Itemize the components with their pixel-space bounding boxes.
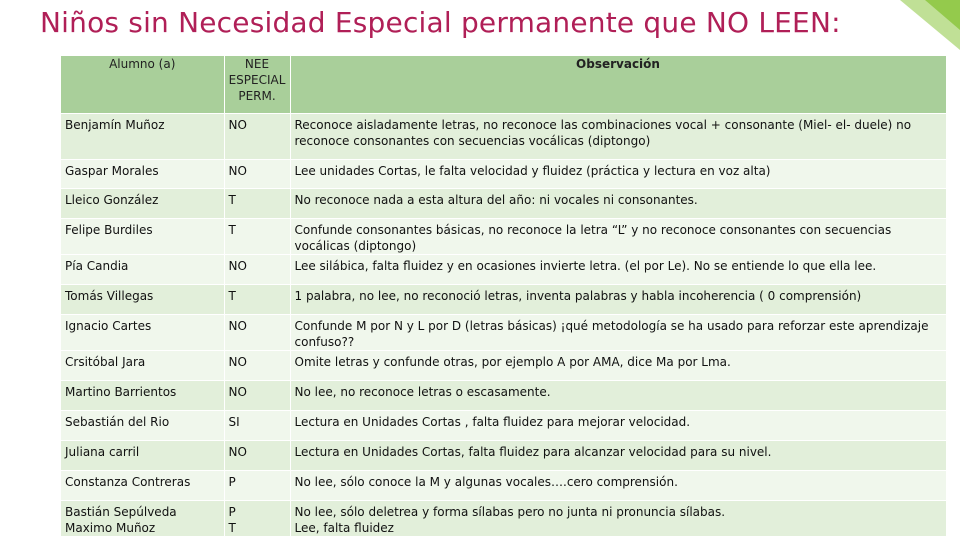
nee-value: T [224,218,290,254]
table-row [61,113,946,159]
table-row [61,159,946,188]
observation: Reconoce aisladamente letras, no reconoce las combinaciones vocal + consonante (Miel- el- duele) no reconoce consonantes con secuencias vocálicas (diptongo) [290,113,946,159]
nee-value: T [224,284,290,314]
students-table [61,56,947,537]
table-row [61,284,946,314]
student-name: Felipe Burdiles [61,218,224,254]
header-observacion: Observación [290,56,946,113]
nee-value: NO [224,440,290,470]
observation: Lee unidades Cortas, le falta velocidad y fluidez (práctica y lectura en voz alta) [290,159,946,188]
student-name: Martino Barrientos [61,380,224,410]
table-row [61,314,946,350]
table-row [61,188,946,218]
student-name-cell [61,500,224,536]
observation: No lee, sólo conoce la M y algunas vocales….cero comprensión. [290,470,946,500]
observation-cell [290,500,946,536]
student-name: Gaspar Morales [61,159,224,188]
observation: Lectura en Unidades Cortas , falta fluidez para mejorar velocidad. [290,410,946,440]
student-name: Ignacio Cartes [61,314,224,350]
student-name: Tomás Villegas [61,284,224,314]
student-name: Lleico González [61,188,224,218]
observation: 1 palabra, no lee, no reconoció letras, inventa palabras y habla incoherencia ( 0 comprensión) [290,284,946,314]
nee-value-cell [224,500,290,536]
header-nee-line-3: PERM. [238,89,276,103]
nee-value: NO [224,159,290,188]
observation: No lee, sólo deletrea y forma sílabas pero no junta ni pronuncia sílabas. [294,504,726,519]
observation: No reconoce nada a esta altura del año: ni vocales ni consonantes. [290,188,946,218]
nee-value: T [228,520,236,535]
student-name: Pía Candia [61,254,224,284]
nee-value: P [228,504,236,519]
page-title: Niños sin Necesidad Especial permanente que NO LEEN: [40,6,841,39]
observation: Lee silábica, falta fluidez y en ocasiones invierte letra. (el por Le). No se entiende lo que ella lee. [290,254,946,284]
student-name: Constanza Contreras [61,470,224,500]
table-row [61,440,946,470]
table-row [61,350,946,380]
header-nee-line-2: ESPECIAL [228,73,286,87]
header-nee-line-1: NEE [244,57,270,71]
observation: Lee, falta fluidez [294,520,394,535]
nee-value: NO [224,380,290,410]
table-row [61,500,946,536]
observation: Confunde M por N y L por D (letras básicas) ¡qué metodología se ha usado para reforzar este aprendizaje confuso?? [290,314,946,350]
corner-decoration [880,0,960,56]
table-row [61,254,946,284]
observation: Confunde consonantes básicas, no reconoce la letra “L” y no reconoce consonantes con secuencias vocálicas (diptongo) [290,218,946,254]
header-alumno: Alumno (a) [61,56,224,113]
nee-value: T [224,188,290,218]
student-name: Bastián Sepúlveda [65,504,177,519]
nee-value: NO [224,350,290,380]
table-header-row [61,56,946,113]
student-name: Maximo Muñoz [65,520,156,535]
observation: Lectura en Unidades Cortas, falta fluidez para alcanzar velocidad para su nivel. [290,440,946,470]
student-name: Sebastián del Rio [61,410,224,440]
student-name: Crsitóbal Jara [61,350,224,380]
nee-value: NO [224,113,290,159]
student-name: Juliana carril [61,440,224,470]
table-row [61,218,946,254]
nee-value: NO [224,254,290,284]
header-nee [224,56,290,113]
nee-value: P [224,470,290,500]
student-name: Benjamín Muñoz [61,113,224,159]
nee-value: SI [224,410,290,440]
observation: No lee, no reconoce letras o escasamente. [290,380,946,410]
table-row [61,380,946,410]
table-row [61,410,946,440]
nee-value: NO [224,314,290,350]
observation: Omite letras y confunde otras, por ejemplo A por AMA, dice Ma por Lma. [290,350,946,380]
table-row [61,470,946,500]
